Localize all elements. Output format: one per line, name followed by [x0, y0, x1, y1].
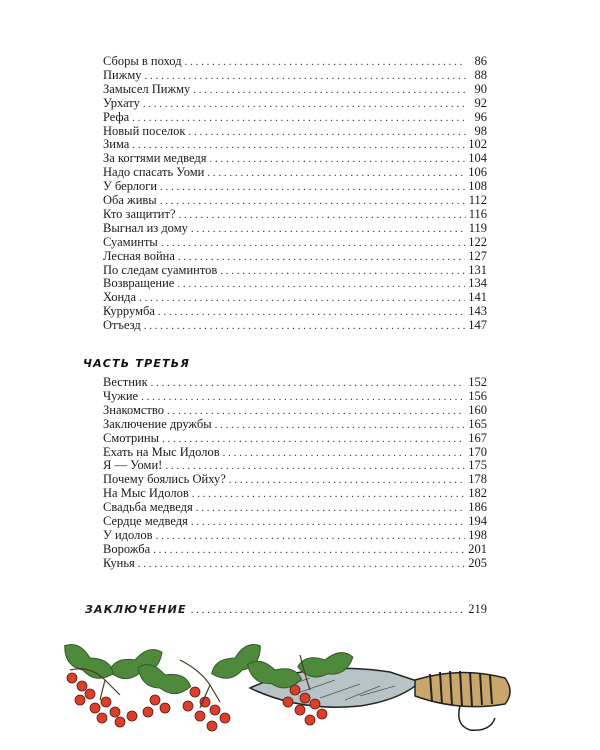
entry-page: 122	[468, 234, 487, 249]
entry-page: 165	[468, 416, 487, 431]
leaf-icon	[133, 661, 192, 699]
toc-entry[interactable]	[103, 458, 487, 473]
entry-title: Новый поселок	[103, 123, 186, 138]
toc-entry[interactable]	[103, 137, 487, 152]
berry-icon	[150, 695, 160, 705]
entry-page: 88	[474, 67, 487, 82]
entry-page: 86	[474, 54, 487, 68]
entry-page: 156	[468, 388, 487, 403]
toc-entry[interactable]	[103, 82, 487, 97]
entry-title: Суаминты	[103, 234, 158, 249]
toc-entry[interactable]	[103, 165, 487, 180]
toc-entry[interactable]	[103, 472, 487, 487]
entry-title: Урхату	[103, 95, 140, 110]
toc-entry[interactable]	[103, 235, 487, 250]
entry-page: 178	[468, 472, 487, 487]
berry-icon	[143, 707, 153, 717]
entry-title: Кунья	[103, 555, 135, 570]
entry-title: Смотрины	[103, 430, 159, 445]
toc-entry[interactable]	[103, 542, 487, 557]
entry-title: Свадьба медведя	[103, 500, 193, 515]
entry-title: У идолов	[103, 527, 153, 542]
entry-title: Я — Уоми!	[103, 458, 163, 473]
berry-icon	[67, 673, 77, 683]
toc-entry[interactable]	[103, 528, 487, 543]
entry-title: Оба живы	[103, 193, 157, 207]
toc-entry[interactable]	[103, 124, 487, 139]
toc-entry[interactable]	[103, 221, 487, 236]
entry-page: 167	[468, 430, 487, 445]
toc-entry[interactable]	[103, 500, 487, 515]
entry-page: 104	[468, 151, 487, 166]
entry-page: 102	[468, 137, 487, 152]
entry-page: 92	[474, 95, 487, 110]
entry-page: 90	[474, 81, 487, 96]
entry-page: 186	[468, 500, 487, 515]
entry-title: Кто защитит?	[103, 206, 176, 221]
entry-page: 134	[468, 276, 487, 291]
berry-icon	[295, 705, 305, 715]
berry-icon	[75, 695, 85, 705]
entry-title: На Мыс Идолов	[103, 486, 189, 501]
toc-entry[interactable]	[103, 179, 487, 194]
entry-title: Пижму	[103, 67, 142, 82]
entry-title: Рефа	[103, 109, 130, 124]
entry-page: 182	[468, 486, 487, 501]
dot-leader	[138, 557, 465, 572]
entry-page: 116	[468, 206, 487, 221]
berry-icon	[210, 705, 220, 715]
toc-entry[interactable]	[103, 193, 487, 208]
entry-page: 131	[468, 262, 487, 277]
toc-entry[interactable]	[103, 417, 487, 432]
berry-icon	[310, 699, 320, 709]
berry-icon	[305, 715, 315, 725]
entry-title: Вестник	[103, 375, 148, 389]
dot-leader	[144, 319, 466, 334]
entry-title: Выгнал из дому	[103, 220, 188, 235]
toc-entry[interactable]	[103, 290, 487, 305]
entry-title: Сердце медведя	[103, 514, 188, 528]
entry-page: 127	[468, 248, 487, 263]
toc-entry[interactable]	[103, 68, 487, 83]
entry-page: 152	[468, 375, 487, 389]
toc-entry[interactable]	[103, 54, 487, 69]
toc-entry[interactable]	[103, 389, 487, 404]
entry-page: 194	[468, 514, 487, 528]
entry-title: Лесная война	[103, 248, 175, 263]
entry-title: Ворожба	[103, 541, 151, 556]
entry-page: 141	[468, 290, 487, 305]
berry-icon	[85, 689, 95, 699]
berry-icon	[207, 721, 217, 731]
berry-icon	[190, 687, 200, 697]
entry-page: 96	[474, 109, 487, 124]
entry-title: Куррумба	[103, 304, 155, 319]
toc-entry[interactable]	[103, 207, 487, 222]
toc-entry[interactable]	[103, 403, 487, 418]
entry-page: 170	[468, 444, 487, 459]
entry-page: 143	[468, 304, 487, 319]
berry-icon	[317, 709, 327, 719]
toc-entry[interactable]	[103, 318, 487, 333]
entry-title: Сборы в поход	[103, 54, 182, 68]
entry-title: У берлоги	[103, 179, 158, 194]
entry-title: Надо спасать Уоми	[103, 165, 205, 180]
berry-icon	[77, 681, 87, 691]
entry-page: 201	[468, 541, 487, 556]
part-three-heading: ЧАСТЬ ТРЕТЬЯ	[83, 357, 191, 370]
entry-title: По следам суаминтов	[103, 262, 218, 277]
berry-icon	[90, 703, 100, 713]
entry-page: 112	[468, 193, 487, 207]
entry-title: Зима	[103, 137, 130, 152]
entry-title: Хонда	[103, 290, 137, 305]
toc-entry[interactable]	[103, 514, 487, 529]
berry-icon	[101, 697, 111, 707]
berry-icon	[127, 711, 137, 721]
berry-icon	[220, 713, 230, 723]
entry-title: Отъезд	[103, 318, 141, 333]
entry-title: Чужие	[103, 388, 139, 403]
entry-page: 108	[468, 179, 487, 194]
berry-icon	[183, 701, 193, 711]
entry-title: Ехать на Мыс Идолов	[103, 444, 220, 459]
berry-icon	[300, 693, 310, 703]
toc-entry[interactable]	[103, 276, 487, 291]
dot-leader	[191, 603, 465, 618]
entry-title: За когтями медведя	[103, 151, 207, 166]
entry-page: 98	[474, 123, 487, 138]
entry-page: 219	[468, 602, 487, 616]
handle-cord	[459, 706, 495, 730]
entry-title: ЗАКЛЮЧЕНИЕ	[85, 603, 187, 616]
berry-icon	[290, 685, 300, 695]
toc-entry[interactable]	[103, 556, 487, 571]
toc-entry[interactable]	[103, 375, 487, 390]
toc-entry[interactable]	[103, 249, 487, 264]
berry-icon	[160, 703, 170, 713]
toc-entry[interactable]	[103, 445, 487, 460]
ornament-illustration	[60, 630, 530, 740]
entry-title: Почему боялись Ойху?	[103, 472, 226, 487]
entry-page: 106	[468, 165, 487, 180]
entry-title: Заключение дружбы	[103, 416, 212, 431]
berry-icon	[97, 713, 107, 723]
toc-entry-conclusion[interactable]	[85, 602, 487, 618]
berry-icon	[115, 717, 125, 727]
toc-entry[interactable]	[103, 151, 487, 166]
entry-page: 205	[468, 555, 487, 570]
toc-entry[interactable]	[103, 486, 487, 501]
toc-entry[interactable]	[103, 96, 487, 111]
entry-page: 160	[468, 402, 487, 417]
toc-entry[interactable]	[103, 110, 487, 125]
entry-page: 119	[468, 220, 487, 235]
entry-page: 175	[468, 458, 487, 473]
entry-title: Возвращение	[103, 276, 175, 291]
berry-icon	[195, 711, 205, 721]
berry-icon	[110, 707, 120, 717]
entry-page: 147	[468, 318, 487, 333]
entry-title: Замысел Пижму	[103, 81, 191, 96]
entry-title: Знакомство	[103, 402, 164, 417]
toc-entry[interactable]	[103, 431, 487, 446]
toc-entry[interactable]	[103, 304, 487, 319]
toc-entry[interactable]	[103, 263, 487, 278]
berry-icon	[283, 697, 293, 707]
entry-page: 198	[468, 527, 487, 542]
